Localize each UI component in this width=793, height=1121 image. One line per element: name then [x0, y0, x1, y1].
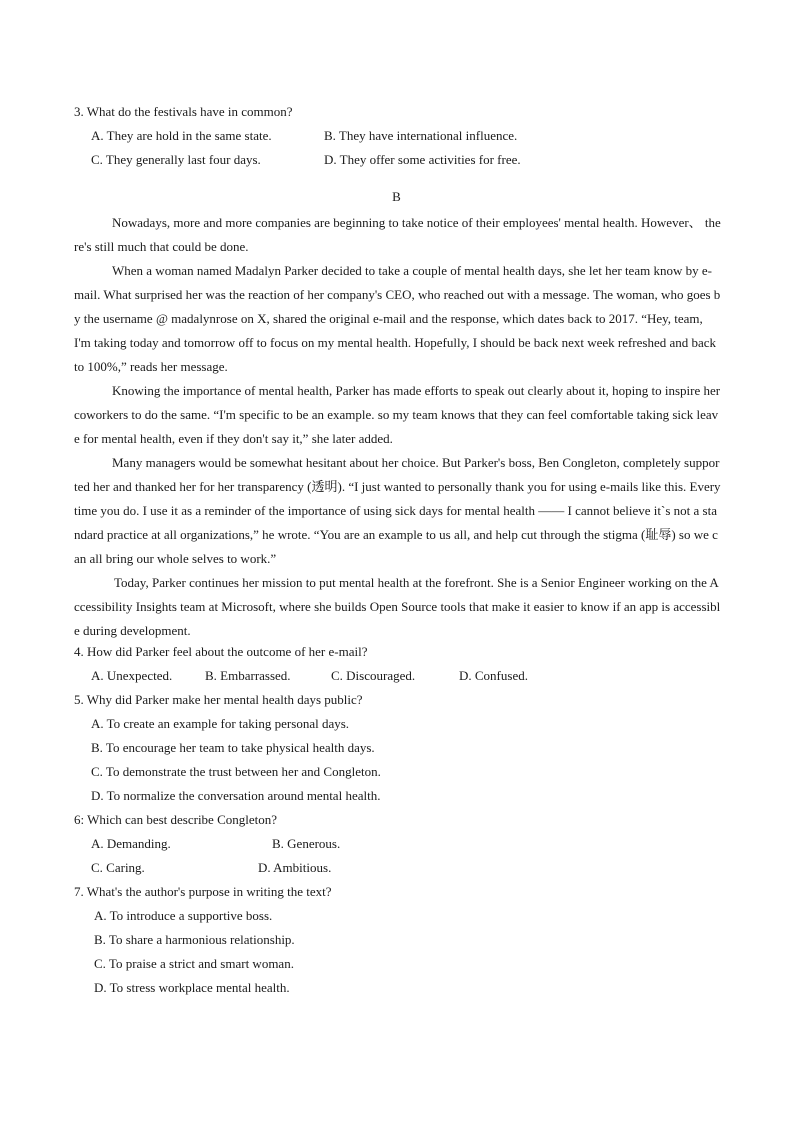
question-4-option-c: C. Discouraged.	[331, 668, 416, 683]
question-7-option-a: A. To introduce a supportive boss.	[94, 908, 273, 923]
question-7-stem: 7. What's the author's purpose in writing the text?	[74, 884, 332, 899]
passage-paragraph: Knowing the importance of mental health, Parker has made efforts to speak out clearly about it, hoping to inspire her coworkers to do the same. “I'm specific to be an example. so my team knows that they can feel comfortable taking sick leave for mental health, even if they don't say it,” she later added.	[74, 383, 721, 446]
question-5-stem: 5. Why did Parker make her mental health days public?	[74, 692, 363, 707]
question-3-option-c: C. They generally last four days.	[91, 152, 261, 167]
question-7-option-b: B. To share a harmonious relationship.	[94, 932, 295, 947]
passage-paragraph: Today, Parker continues her mission to put mental health at the forefront. She is a Senior Engineer working on the Accessibility Insights team at Microsoft, where she builds Open Source tools that make it easier to know if an app is accessible during development.	[74, 575, 721, 638]
section-heading: B	[392, 189, 401, 204]
question-6-option-b: B. Generous.	[272, 836, 341, 851]
question-6-stem: 6: Which can best describe Congleton?	[74, 812, 278, 827]
question-6-option-a: A. Demanding.	[91, 836, 171, 851]
question-4-option-d: D. Confused.	[459, 668, 528, 683]
question-6-option-c: C. Caring.	[91, 860, 145, 875]
question-4-option-a: A. Unexpected.	[91, 668, 173, 683]
question-3-option-d: D. They offer some activities for free.	[324, 152, 521, 167]
question-3-option-b: B. They have international influence.	[324, 128, 518, 143]
question-5-option-b: B. To encourage her team to take physical health days.	[91, 740, 375, 755]
question-3-option-a: A. They are hold in the same state.	[91, 128, 272, 143]
question-5-option-d: D. To normalize the conversation around mental health.	[91, 788, 381, 803]
passage-paragraph: When a woman named Madalyn Parker decided to take a couple of mental health days, she let her team know by e-mail. What surprised her was the reaction of her company's CEO, who reached out with a message. The woman, who goes by the username @ madalynrose on X, shared the original e-mail and the response, which dates back to 2017. “Hey, team, I'm taking today and tomorrow off to focus on my mental health. Hopefully, I should be back next week refreshed and back to 100%,” reads her message.	[74, 263, 721, 374]
question-5-option-c: C. To demonstrate the trust between her and Congleton.	[91, 764, 381, 779]
passage-paragraph: Many managers would be somewhat hesitant about her choice. But Parker's boss, Ben Congleton, completely supported her and thanked her for her transparency (透明). “I just wanted to personally thank you for using e-mails like this. Every time you do. I use it as a reminder of the importance of using sick days for mental health —— I cannot believe it`s not a standard practice at all organizations,” he wrote. “You are an example to us all, and help cut through the stigma (耻辱) so we can all bring our whole selves to work.”	[74, 455, 721, 566]
passage-paragraph: Nowadays, more and more companies are beginning to take notice of their employees' mental health. However、 there's still much that could be done.	[74, 215, 721, 254]
question-6-option-d: D. Ambitious.	[258, 860, 332, 875]
question-4-stem: 4. How did Parker feel about the outcome of her e-mail?	[74, 644, 368, 659]
question-7-option-c: C. To praise a strict and smart woman.	[94, 956, 294, 971]
question-3-stem: 3. What do the festivals have in common?	[74, 104, 293, 119]
question-5-option-a: A. To create an example for taking personal days.	[91, 716, 350, 731]
reading-passage	[74, 211, 721, 643]
question-4-option-b: B. Embarrassed.	[205, 668, 291, 683]
question-7-option-d: D. To stress workplace mental health.	[94, 980, 290, 995]
